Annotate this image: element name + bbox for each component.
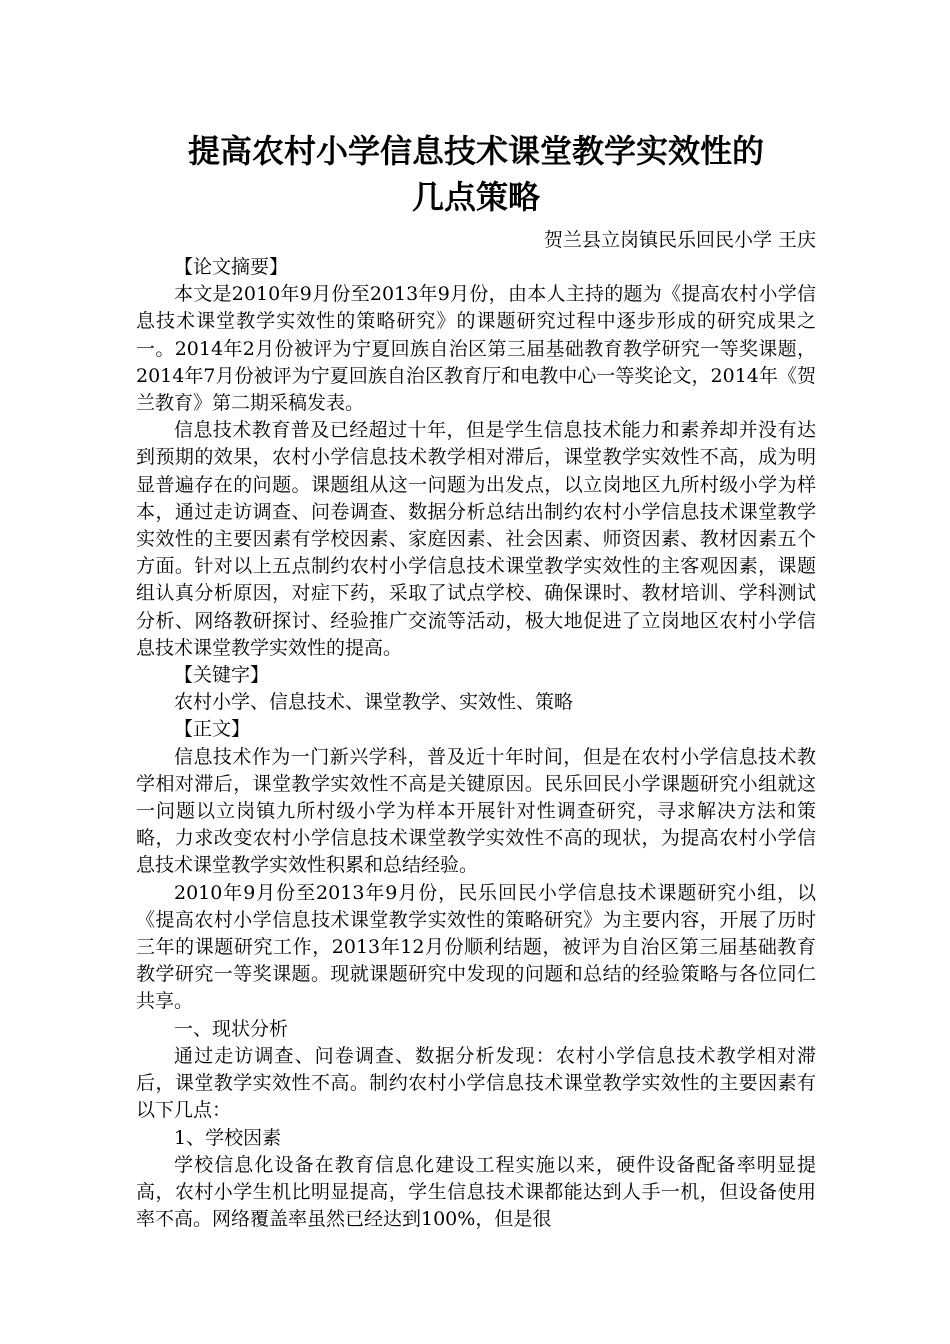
body-paragraph-1: 信息技术作为一门新兴学科，普及近十年时间，但是在农村小学信息技术教学相对滞后，课堂教学实效性不高是关键原因。民乐回民小学课题研究小组就这一问题以立岗镇九所村级小学为样本开展针对性调查研究，寻求解决方法和策略，力求改变农村小学信息技术课堂教学实效性不高的现状，为提高农村小学信息技术课堂教学实效性积累和总结经验。 (136, 745, 816, 877)
abstract-label: 【论文摘要】 (174, 256, 289, 278)
author-line: 贺兰县立岗镇民乐回民小学 王庆 (543, 229, 816, 251)
section-heading-1: 一、现状分析 (174, 1017, 289, 1040)
keywords-label: 【关键字】 (174, 664, 270, 687)
title-line-1: 提高农村小学信息技术课堂教学实效性的 (187, 132, 764, 170)
abstract-paragraph-2: 信息技术教育普及已经超过十年，但是学生信息技术能力和素养却并没有达到预期的效果，农村小学信息技术教学相对滞后，课堂教学实效性不高，成为明显普遍存在的问题。课题组从这一问题为出发点，以立岗地区九所村级小学为样本，通过走访调查、问卷调查、数据分析总结出制约农村小学信息技术课堂教学实效性的主要因素有学校因素、家庭因素、社会因素、师资因素、教材因素五个方面。针对以上五点制约农村小学信息技术课堂教学实效性的主客观因素，课题组认真分析原因，对症下药，采取了试点学校、确保课时、教材培训、学科测试分析、网络教研探讨、经验推广交流等活动，极大地促进了立岗地区农村小学信息技术课堂教学实效性的提高。 (136, 419, 816, 659)
subsection-heading-1: 1、学校因素 (174, 1126, 282, 1149)
document-title (136, 128, 816, 220)
document-page (136, 128, 816, 1233)
section-1-paragraph-1: 通过走访调查、问卷调查、数据分析发现：农村小学信息技术教学相对滞后，课堂教学实效性不高。制约农村小学信息技术课堂教学实效性的主要因素有以下几点： (136, 1044, 816, 1122)
body-label: 【正文】 (174, 718, 251, 741)
title-line-2: 几点策略 (411, 178, 540, 216)
body-paragraph-2: 2010年9月份至2013年9月份，民乐回民小学信息技术课题研究小组，以《提高农村小学信息技术课堂教学实效性的策略研究》为主要内容，开展了历时三年的课题研究工作，2013年12月份顺利结题，被评为自治区第三届基础教育教学研究一等奖课题。现就课题研究中发现的问题和总结的经验策略与各位同仁共享。 (136, 881, 816, 1013)
abstract-paragraph-1: 本文是2010年9月份至2013年9月份，由本人主持的题为《提高农村小学信息技术课堂教学实效性的策略研究》的课题研究过程中逐步形成的研究成果之一。2014年2月份被评为宁夏回族自治区第三届基础教育教学研究一等奖课题，2014年7月份被评为宁夏回族自治区教育厅和电教中心一等奖论文，2014年《贺兰教育》第二期采稿发表。 (136, 283, 816, 415)
subsection-1-paragraph-1: 学校信息化设备在教育信息化建设工程实施以来，硬件设备配备率明显提高，农村小学生机比明显提高，学生信息技术课都能达到人手一机，但设备使用率不高。网络覆盖率虽然已经达到100%，但是很 (136, 1153, 816, 1231)
keywords-text: 农村小学、信息技术、课堂教学、实效性、策略 (174, 691, 574, 714)
